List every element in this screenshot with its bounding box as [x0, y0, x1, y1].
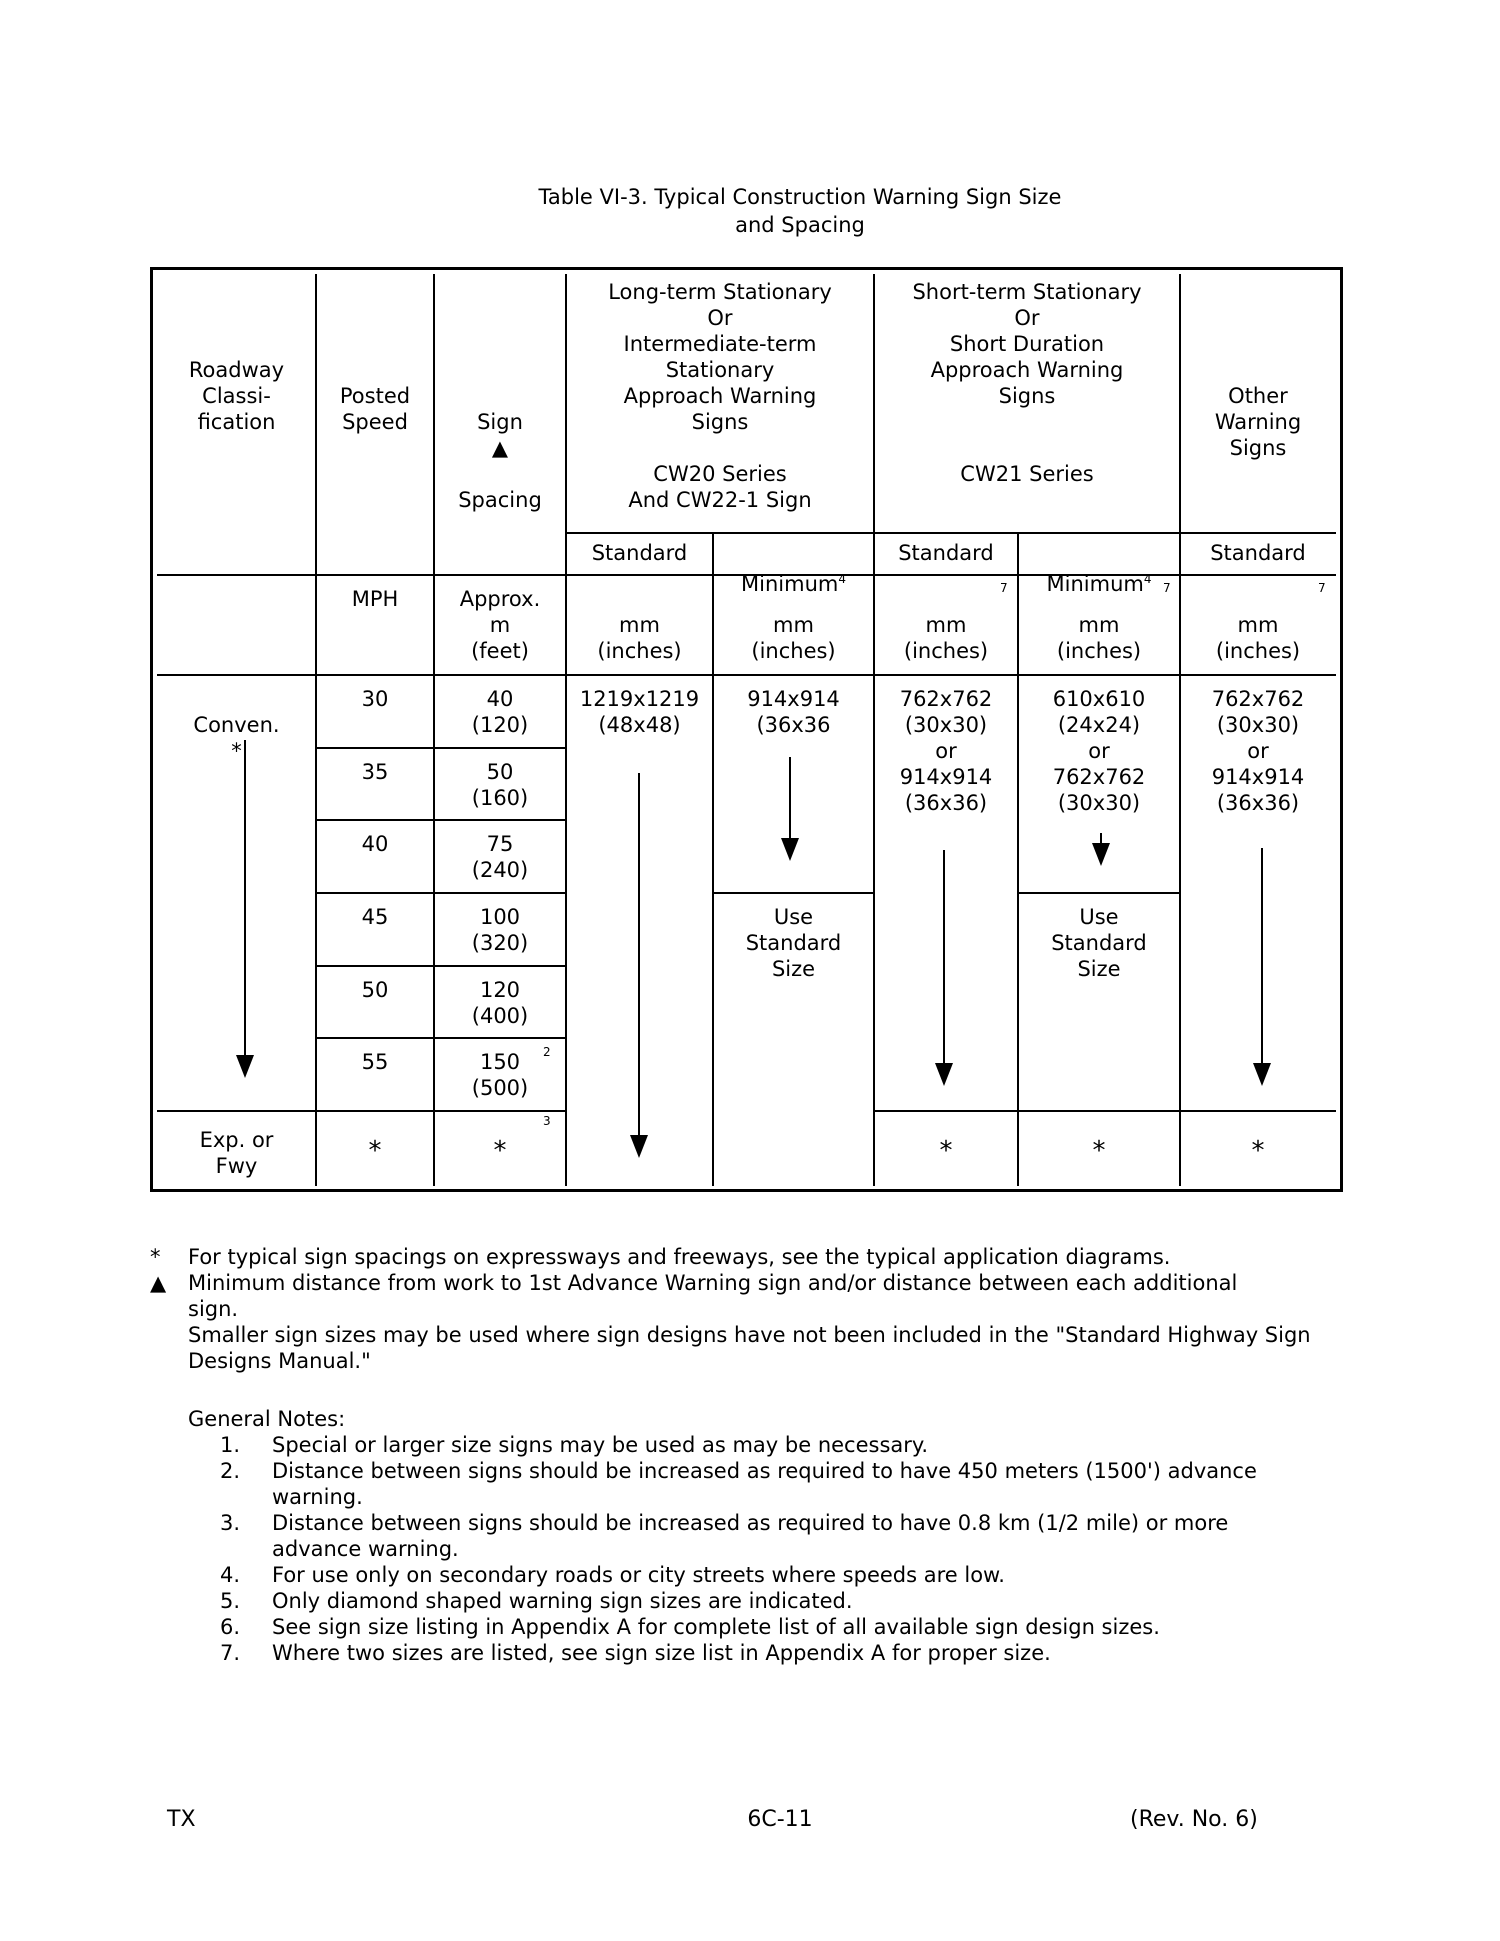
triangle-legend-text: Minimum distance from work to 1st Advance Warning sign and/or distance between each additional — [188, 1271, 1238, 1295]
note-number: 2. — [219, 1459, 240, 1483]
header-short-term: Short-term Stationary Or Short Duration Approach Warning Signs — [912, 280, 1142, 408]
unit-spacing: Approx. m (feet) — [459, 587, 541, 663]
header-other-warning: Other Warning Signs — [1214, 384, 1302, 460]
size-short-minimum: 610x610 (24x24) or 762x762 (30x30) — [1052, 687, 1146, 815]
header-long-term-series: CW20 Series And CW22-1 Sign — [628, 462, 812, 512]
smaller-sizes-note: Smaller sign sizes may be used where sign designs have not been included in the "Standard Highway Sign — [188, 1323, 1311, 1347]
row-speed: 45 — [361, 905, 389, 929]
unit-size: mm (inches) — [597, 613, 682, 663]
triangle-legend-text-2: sign. — [188, 1297, 239, 1321]
star-icon: * — [493, 1136, 507, 1166]
note-number: 4. — [219, 1563, 240, 1587]
note-item — [0, 1614, 1500, 1640]
footnote-ref: 3 — [543, 1114, 551, 1128]
row-spacing: 40 (120) — [471, 687, 529, 737]
unit-size: mm (inches) — [751, 613, 836, 663]
row-speed: 40 — [361, 832, 389, 856]
note-number: 5. — [219, 1589, 240, 1613]
note-text: See sign size listing in Appendix A for complete list of all available sign design sizes. — [272, 1615, 1160, 1639]
footnote-ref: 2 — [543, 1045, 551, 1059]
subheader-long-standard: Standard — [591, 541, 688, 565]
note-number: 3. — [219, 1511, 240, 1535]
note-item — [0, 1640, 1500, 1666]
header-sign-spacing — [436, 383, 564, 513]
footnote-ref: 4 — [838, 572, 846, 586]
row-spacing: 150 (500) — [471, 1050, 529, 1100]
exp-fwy-label: Exp. or Fwy — [199, 1128, 274, 1178]
note-text: Only diamond shaped warning sign sizes are indicated. — [272, 1589, 853, 1613]
row-spacing: 120 (400) — [471, 978, 529, 1028]
row-spacing: 75 (240) — [471, 832, 529, 882]
footnote-ref: 7 — [1000, 581, 1008, 595]
note-text: Special or larger size signs may be used as may be necessary. — [272, 1433, 929, 1457]
note-item — [0, 1510, 1500, 1562]
note-text: Where two sizes are listed, see sign size list in Appendix A for proper size. — [272, 1641, 1051, 1665]
star-icon: * — [231, 739, 242, 763]
note-number: 6. — [219, 1615, 240, 1639]
note-item — [0, 1432, 1500, 1458]
note-text: warning. — [272, 1485, 363, 1509]
note-number: 1. — [219, 1433, 240, 1457]
spacing-label: Spacing — [458, 488, 542, 512]
star-legend-text: For typical sign spacings on expressways and freeways, see the typical application diagrams. — [188, 1245, 1171, 1269]
row-spacing: 100 (320) — [471, 905, 529, 955]
general-notes-title: General Notes: — [188, 1407, 346, 1431]
subheader-short-minimum — [1020, 540, 1178, 597]
header-long-term: Long-term Stationary Or Intermediate-term Stationary Approach Warning Signs — [608, 280, 832, 434]
footnote-ref: 7 — [1318, 581, 1326, 595]
footer-state: TX — [167, 1807, 196, 1832]
unit-size: mm (inches) — [903, 613, 989, 663]
minimum-label: Minimum — [1046, 572, 1144, 596]
note-text: Distance between signs should be increased as required to have 0.8 km (1/2 mile) or more — [272, 1511, 1229, 1535]
footer-page-number: 6C-11 — [747, 1807, 813, 1832]
footnote-ref: 4 — [1143, 572, 1152, 586]
size-short-standard: 762x762 (30x30) or 914x914 (36x36) — [899, 687, 993, 815]
row-speed: 55 — [361, 1050, 389, 1074]
header-posted-speed: Posted Speed — [339, 384, 411, 434]
subheader-other-standard: Standard — [1210, 541, 1306, 565]
note-text: For use only on secondary roads or city streets where speeds are low. — [272, 1563, 1005, 1587]
triangle-icon: ▲ — [491, 436, 509, 460]
subheader-long-minimum — [715, 540, 872, 597]
table-title-line2: and Spacing — [735, 213, 865, 237]
star-icon: * — [1251, 1136, 1265, 1166]
subheader-short-standard: Standard — [898, 541, 994, 565]
size-long-minimum: 914x914 (36x36 — [747, 687, 840, 737]
table-title: Table VI-3. Typical Construction Warning Sign Size — [538, 185, 1062, 209]
sign-label: Sign — [477, 410, 523, 434]
unit-speed: MPH — [351, 587, 399, 611]
header-short-term-series: CW21 Series — [960, 462, 1094, 486]
star-icon: * — [1092, 1136, 1106, 1166]
star-legend-icon: * — [150, 1245, 161, 1269]
row-speed: 30 — [361, 687, 389, 711]
row-speed: 35 — [361, 760, 389, 784]
footer-revision: (Rev. No. 6) — [1130, 1807, 1258, 1832]
star-icon: * — [368, 1136, 382, 1166]
note-item — [0, 1588, 1500, 1614]
star-icon: * — [939, 1136, 953, 1166]
row-spacing: 50 (160) — [471, 760, 529, 810]
use-standard-size: Use Standard Size — [1051, 905, 1147, 981]
note-number: 7. — [219, 1641, 240, 1665]
smaller-sizes-note-2: Designs Manual." — [188, 1349, 371, 1373]
note-text: advance warning. — [272, 1537, 459, 1561]
conven-text: Conven. — [193, 713, 280, 737]
row-speed: 50 — [361, 978, 389, 1002]
note-item — [0, 1562, 1500, 1588]
conven-label — [160, 686, 313, 764]
size-other-standard: 762x762 (30x30) or 914x914 (36x36) — [1211, 687, 1305, 815]
header-roadway-classification: Roadway Classi- fication — [188, 358, 285, 434]
note-item — [0, 1458, 1500, 1510]
triangle-legend-icon: ▲ — [150, 1271, 167, 1295]
size-long-standard: 1219x1219 (48x48) — [579, 687, 700, 737]
note-text: Distance between signs should be increased as required to have 450 meters (1500') advance — [272, 1459, 1257, 1483]
minimum-label: Minimum — [741, 572, 839, 596]
unit-size: mm (inches) — [1215, 613, 1301, 663]
unit-size: mm (inches) — [1056, 613, 1142, 663]
footnote-ref: 7 — [1163, 581, 1171, 595]
use-standard-size: Use Standard Size — [745, 905, 842, 981]
